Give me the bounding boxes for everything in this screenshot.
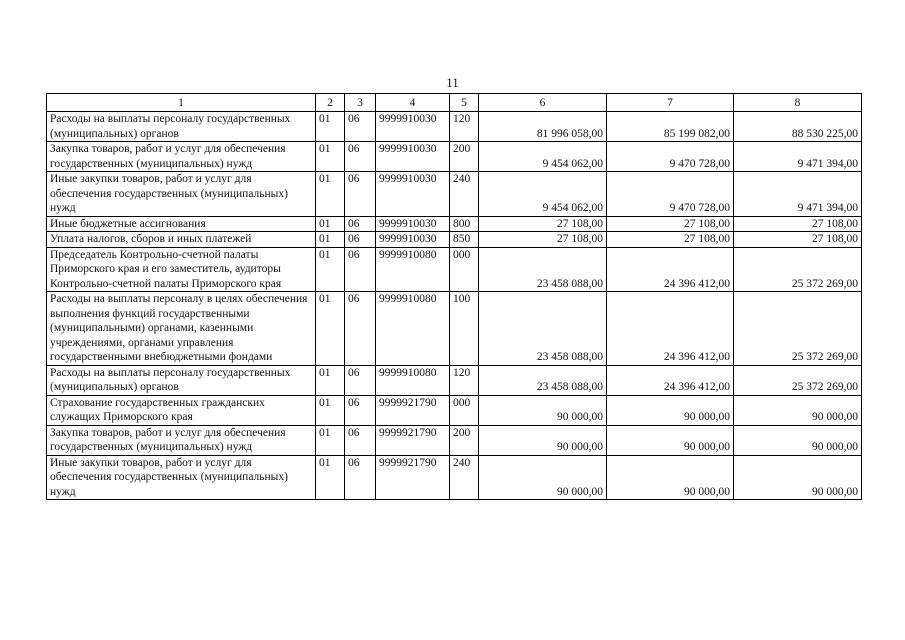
expense-type-code: 850 — [450, 232, 479, 248]
table-row — [47, 112, 862, 142]
column-header-8: 8 — [734, 94, 862, 112]
amount-year-1: 90 000,00 — [479, 455, 607, 500]
subsection-code: 06 — [345, 172, 376, 217]
table-row — [47, 395, 862, 425]
amount-year-1: 90 000,00 — [479, 425, 607, 455]
row-name: Расходы на выплаты персоналу в целях обеспечения выполнения функций государственными (муниципальными) органами, казенными учреждениями, органами управления государственными внебюджетными фондами — [47, 292, 316, 366]
row-name: Расходы на выплаты персоналу государственных (муниципальных) органов — [47, 365, 316, 395]
target-article-code: 9999921790 — [376, 425, 450, 455]
table-row — [47, 247, 862, 292]
target-article-code: 9999921790 — [376, 455, 450, 500]
subsection-code: 06 — [345, 395, 376, 425]
section-code: 01 — [316, 216, 345, 232]
amount-year-3: 90 000,00 — [734, 455, 862, 500]
subsection-code: 06 — [345, 247, 376, 292]
amount-year-2: 27 108,00 — [607, 232, 734, 248]
subsection-code: 06 — [345, 455, 376, 500]
row-name: Иные закупки товаров, работ и услуг для обеспечения государственных (муниципальных) нужд — [47, 172, 316, 217]
expense-type-code: 120 — [450, 365, 479, 395]
amount-year-3: 25 372 269,00 — [734, 292, 862, 366]
row-name: Председатель Контрольно-счетной палаты Приморского края и его заместитель, аудиторы Контрольно-счетной палаты Приморского края — [47, 247, 316, 292]
amount-year-2: 85 199 082,00 — [607, 112, 734, 142]
amount-year-1: 27 108,00 — [479, 216, 607, 232]
table-row — [47, 292, 862, 366]
subsection-code: 06 — [345, 142, 376, 172]
section-code: 01 — [316, 292, 345, 366]
amount-year-1: 9 454 062,00 — [479, 172, 607, 217]
subsection-code: 06 — [345, 292, 376, 366]
target-article-code: 9999921790 — [376, 395, 450, 425]
target-article-code: 9999910080 — [376, 365, 450, 395]
table-body — [47, 112, 862, 500]
section-code: 01 — [316, 365, 345, 395]
column-header-7: 7 — [607, 94, 734, 112]
section-code: 01 — [316, 232, 345, 248]
target-article-code: 9999910080 — [376, 247, 450, 292]
column-header-2: 2 — [316, 94, 345, 112]
subsection-code: 06 — [345, 112, 376, 142]
row-name: Страхование государственных гражданских служащих Приморского края — [47, 395, 316, 425]
table-row — [47, 142, 862, 172]
amount-year-1: 9 454 062,00 — [479, 142, 607, 172]
target-article-code: 9999910030 — [376, 232, 450, 248]
amount-year-1: 27 108,00 — [479, 232, 607, 248]
target-article-code: 9999910030 — [376, 216, 450, 232]
section-code: 01 — [316, 112, 345, 142]
header-row — [47, 94, 862, 112]
column-header-3: 3 — [345, 94, 376, 112]
target-article-code: 9999910030 — [376, 142, 450, 172]
column-header-4: 4 — [376, 94, 450, 112]
column-header-6: 6 — [479, 94, 607, 112]
table-row — [47, 425, 862, 455]
expense-type-code: 000 — [450, 247, 479, 292]
section-code: 01 — [316, 425, 345, 455]
expense-type-code: 200 — [450, 425, 479, 455]
amount-year-3: 90 000,00 — [734, 425, 862, 455]
amount-year-3: 25 372 269,00 — [734, 247, 862, 292]
subsection-code: 06 — [345, 216, 376, 232]
amount-year-3: 9 471 394,00 — [734, 142, 862, 172]
column-header-5: 5 — [450, 94, 479, 112]
expense-type-code: 240 — [450, 455, 479, 500]
amount-year-2: 27 108,00 — [607, 216, 734, 232]
amount-year-1: 23 458 088,00 — [479, 365, 607, 395]
expense-type-code: 120 — [450, 112, 479, 142]
section-code: 01 — [316, 142, 345, 172]
row-name: Расходы на выплаты персоналу государственных (муниципальных) органов — [47, 112, 316, 142]
amount-year-2: 9 470 728,00 — [607, 142, 734, 172]
subsection-code: 06 — [345, 232, 376, 248]
section-code: 01 — [316, 247, 345, 292]
row-name: Уплата налогов, сборов и иных платежей — [47, 232, 316, 248]
amount-year-2: 24 396 412,00 — [607, 292, 734, 366]
target-article-code: 9999910030 — [376, 172, 450, 217]
table-row — [47, 455, 862, 500]
amount-year-2: 24 396 412,00 — [607, 365, 734, 395]
amount-year-2: 90 000,00 — [607, 425, 734, 455]
expense-type-code: 200 — [450, 142, 479, 172]
section-code: 01 — [316, 172, 345, 217]
amount-year-2: 24 396 412,00 — [607, 247, 734, 292]
amount-year-1: 81 996 058,00 — [479, 112, 607, 142]
amount-year-3: 88 530 225,00 — [734, 112, 862, 142]
section-code: 01 — [316, 455, 345, 500]
amount-year-1: 23 458 088,00 — [479, 292, 607, 366]
amount-year-3: 27 108,00 — [734, 232, 862, 248]
row-name: Закупка товаров, работ и услуг для обеспечения государственных (муниципальных) нужд — [47, 142, 316, 172]
column-header-1: 1 — [47, 94, 316, 112]
row-name: Иные бюджетные ассигнования — [47, 216, 316, 232]
expense-type-code: 800 — [450, 216, 479, 232]
section-code: 01 — [316, 395, 345, 425]
budget-table — [46, 93, 862, 500]
expense-type-code: 240 — [450, 172, 479, 217]
amount-year-2: 90 000,00 — [607, 455, 734, 500]
subsection-code: 06 — [345, 365, 376, 395]
amount-year-3: 9 471 394,00 — [734, 172, 862, 217]
target-article-code: 9999910080 — [376, 292, 450, 366]
table-row — [47, 216, 862, 232]
amount-year-1: 90 000,00 — [479, 395, 607, 425]
amount-year-2: 90 000,00 — [607, 395, 734, 425]
page-number: 11 — [446, 75, 459, 90]
expense-type-code: 100 — [450, 292, 479, 366]
table-row — [47, 172, 862, 217]
amount-year-2: 9 470 728,00 — [607, 172, 734, 217]
amount-year-1: 23 458 088,00 — [479, 247, 607, 292]
amount-year-3: 27 108,00 — [734, 216, 862, 232]
amount-year-3: 25 372 269,00 — [734, 365, 862, 395]
row-name: Закупка товаров, работ и услуг для обеспечения государственных (муниципальных) нужд — [47, 425, 316, 455]
subsection-code: 06 — [345, 425, 376, 455]
amount-year-3: 90 000,00 — [734, 395, 862, 425]
expense-type-code: 000 — [450, 395, 479, 425]
target-article-code: 9999910030 — [376, 112, 450, 142]
table-row — [47, 232, 862, 248]
table-row — [47, 365, 862, 395]
row-name: Иные закупки товаров, работ и услуг для обеспечения государственных (муниципальных) нужд — [47, 455, 316, 500]
